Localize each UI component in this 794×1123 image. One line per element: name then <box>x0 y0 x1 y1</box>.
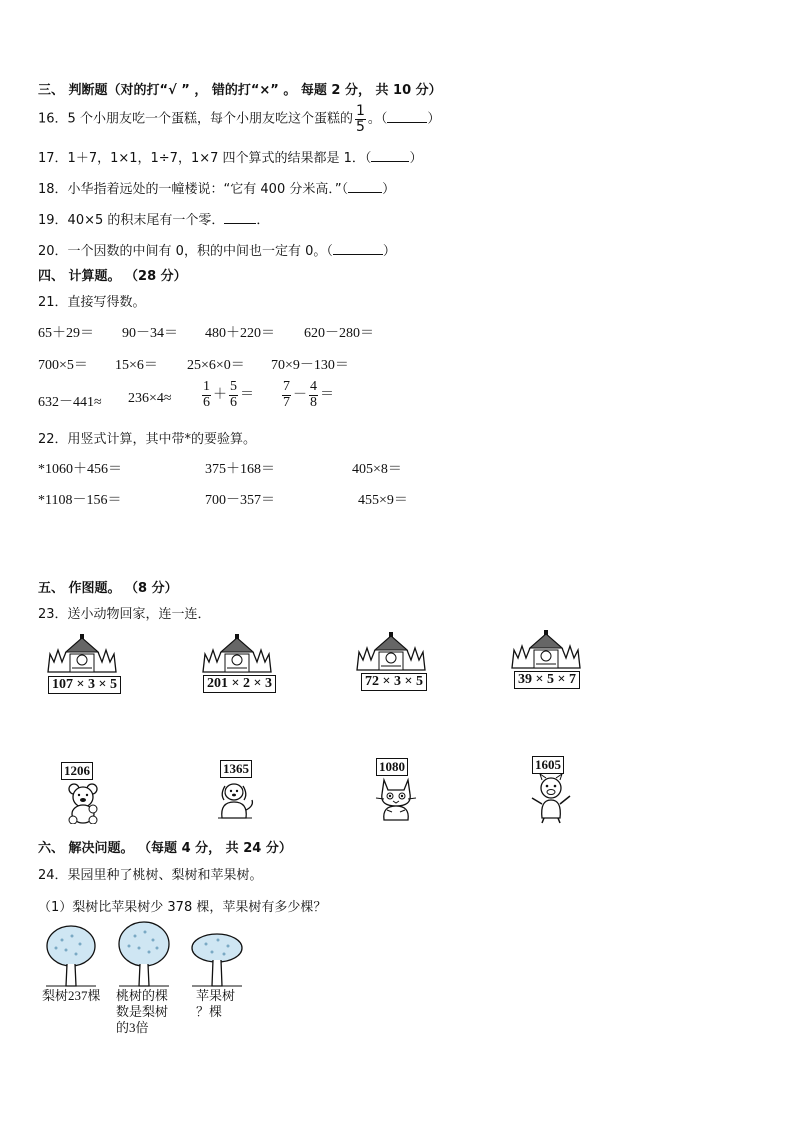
tree-caption-3: 苹果树 ？棵 <box>196 988 236 1019</box>
tree-2 <box>115 920 173 992</box>
question-19: 19．40×5 的积末尾有一个零． ． <box>38 213 270 228</box>
animal-number-3: 1080 <box>376 758 408 776</box>
house-icon <box>201 632 273 674</box>
question-18: 18．小华指着远处的一幢楼说：“它有 400 分米高．”（ ） <box>38 182 396 197</box>
calc-item: 65＋29＝ <box>38 326 94 341</box>
question-16: 16．5 个小朋友吃一个蛋糕，每个小朋友吃这个蛋糕的 $\frac{1}{5}$ 。（ ） <box>38 103 441 135</box>
house-label-3: 72 × 3 × 5 <box>361 673 427 691</box>
calc-item: 15×6＝ <box>115 358 158 373</box>
pear-tree-icon <box>42 924 100 988</box>
bear-icon <box>63 782 103 824</box>
house-icon <box>355 630 427 672</box>
calc-item: 700×5＝ <box>38 358 88 373</box>
house-3[interactable] <box>355 630 427 676</box>
dog-icon <box>212 780 258 822</box>
question-20: 20．一个因数的中间有 0，积的中间也一定有 0。（ ） <box>38 244 396 259</box>
question-22-title: 22．用竖式计算，其中带*的要验算。 <box>38 432 257 447</box>
tree-3 <box>188 932 246 992</box>
calc-item: 236×4≈ <box>128 391 172 406</box>
animal-1[interactable] <box>63 782 103 828</box>
vertical-calc-item: 375＋168＝ <box>205 462 275 477</box>
house-icon <box>46 632 118 674</box>
section3-title: 三、 判断题（对的打“√ ” ， 错的打“×” 。 每题 2 分， 共 10 分） <box>38 83 442 98</box>
animal-number-2: 1365 <box>220 760 252 778</box>
calc-item: 620－280＝ <box>304 326 374 341</box>
vertical-calc-item: *1060＋456＝ <box>38 462 122 477</box>
pig-icon <box>528 774 574 824</box>
calc-item: 70×9－130＝ <box>271 358 349 373</box>
house-label-4: 39 × 5 × 7 <box>514 671 580 689</box>
animal-4[interactable] <box>528 774 574 828</box>
fraction-one-fifth: $\frac{1}{5}$ <box>355 103 365 135</box>
house-2[interactable] <box>201 632 273 678</box>
answer-blank-16[interactable] <box>387 110 427 123</box>
animal-3[interactable] <box>372 776 420 826</box>
house-icon <box>510 628 582 670</box>
question-23-title: 23．送小动物回家，连一连． <box>38 607 211 622</box>
calc-item: 632－441≈ <box>38 395 102 410</box>
section4-title: 四、 计算题。 （28 分） <box>38 269 187 284</box>
vertical-calc-item: *1108－156＝ <box>38 493 122 508</box>
question-21-title: 21．直接写得数。 <box>38 295 146 310</box>
house-4[interactable] <box>510 628 582 674</box>
house-1[interactable] <box>46 632 118 678</box>
calc-item: 25×6×0＝ <box>187 358 245 373</box>
peach-tree-icon <box>115 920 173 988</box>
section5-title: 五、 作图题。 （8 分） <box>38 581 178 596</box>
vertical-calc-item: 455×9＝ <box>358 493 408 508</box>
animal-2[interactable] <box>212 780 258 826</box>
calc-item: 90－34＝ <box>122 326 178 341</box>
apple-tree-icon <box>188 932 246 988</box>
vertical-calc-item: 405×8＝ <box>352 462 402 477</box>
answer-blank-18[interactable] <box>348 180 382 193</box>
tree-1 <box>42 924 100 992</box>
tree-caption-2: 桃树的棵数是梨树的3倍 <box>116 988 169 1035</box>
question-16-text: 16．5 个小朋友吃一个蛋糕，每个小朋友吃这个蛋糕的 <box>38 111 353 127</box>
calc-item: 480＋220＝ <box>205 326 275 341</box>
tree-caption-1: 梨树237棵 <box>42 988 101 1003</box>
question-24-part-1: （1）梨树比苹果树少 378 棵，苹果树有多少棵？ <box>38 900 327 915</box>
animal-number-4: 1605 <box>532 756 564 774</box>
fraction-expression-1: $\frac{1}{6}$ ＋ $\frac{5}{6}$ ＝ <box>203 379 254 410</box>
section6-title: 六、 解决问题。 （每题 4 分， 共 24 分） <box>38 841 292 856</box>
fraction-expression-2: $\frac{7}{7}$ － $\frac{4}{8}$ ＝ <box>283 379 334 410</box>
answer-blank-20[interactable] <box>333 242 383 255</box>
answer-blank-19[interactable] <box>224 211 256 224</box>
vertical-calc-item: 700－357＝ <box>205 493 275 508</box>
animal-number-1: 1206 <box>61 762 93 780</box>
answer-blank-17[interactable] <box>371 149 409 162</box>
cat-icon <box>372 776 420 822</box>
question-24-title: 24．果园里种了桃树、梨树和苹果树。 <box>38 868 263 883</box>
house-label-2: 201 × 2 × 3 <box>203 675 276 693</box>
question-17: 17．1＋7，1×1，1÷7，1×7 四个算式的结果都是 1．（ ） <box>38 151 423 166</box>
house-label-1: 107 × 3 × 5 <box>48 676 121 694</box>
